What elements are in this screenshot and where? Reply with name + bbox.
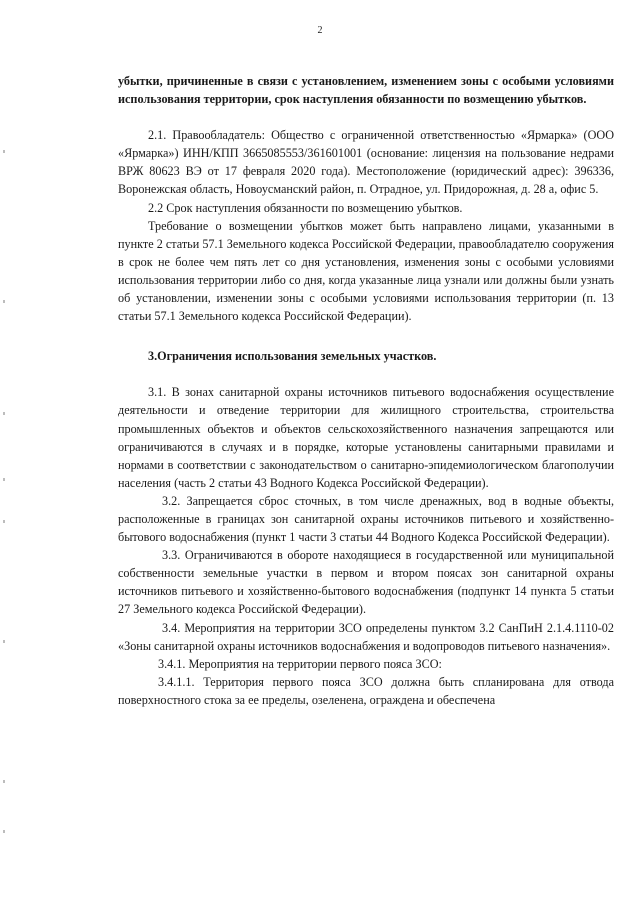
paragraph-3-3: 3.3. Ограничиваются в обороте находящиеся в государственной или муниципальной собственности земельные участки в первом и втором поясах зон санитарной охраны источников питьевого и хозяйственно-бытового водоснабжения (подпункт 14 пункта 5 статьи 27 Земельного кодекса Российской Федерации). xyxy=(118,548,614,617)
page-number: 2 xyxy=(317,25,323,36)
intro-bold-paragraph: убытки, причиненные в связи с установлением, изменением зоны с особыми условиями использования территории, срок наступления обязанности по возмещению убытков. xyxy=(118,74,614,107)
section-3-title: 3.Ограничения использования земельных участков. xyxy=(148,349,437,364)
paragraph-2-2: 2.2 Срок наступления обязанности по возмещению убытков. xyxy=(148,200,463,215)
paragraph-3-4: 3.4. Мероприятия на территории ЗСО определены пунктом 3.2 СанПиН 2.1.4.1110-02 «Зоны санитарной охраны источников водоснабжения и водопроводов питьевого назначения». xyxy=(118,620,614,653)
paragraph-requirement: Требование о возмещении убытков может быть направлено лицами, указанными в пункте 2 статьи 57.1 Земельного кодекса Российской Федерации, правообладателю сооружения в срок не более чем пять лет со дня установления, изменения зоны с особыми условиями использования территории либо со дня, когда указанные лица узнали или должны были узнать об установлении, изменении зоны с особыми условиями использования территории (п. 13 статьи 57.1 Земельного кодекса Российской Федерации). xyxy=(118,218,614,324)
paragraph-3-1: 3.1. В зонах санитарной охраны источников питьевого водоснабжения осуществление деятельности и отведение территории для жилищного строительства, строительства промышленных объектов и объектов сельскохозяйственного назначения запрещаются или ограничиваются в случаях и в порядке, которые установлены санитарными правилами и нормами в соответствии с законодательством о санитарно-эпидемиологическом благополучии населения (часть 2 статьи 43 Водного Кодекса Российской Федерации). xyxy=(118,385,614,490)
scan-edge-marks xyxy=(0,0,20,905)
paragraph-3-4-1-1: 3.4.1.1. Территория первого пояса ЗСО должна быть спланирована для отвода поверхностного стока за ее пределы, озеленена, ограждена и обеспечена xyxy=(118,674,614,707)
paragraph-3-2: 3.2. Запрещается сброс сточных, в том числе дренажных, вод в водные объекты, расположенные в границах зон санитарной охраны источников питьевого и хозяйственно-бытового водоснабжения (пункт 1 части 3 статьи 44 Водного Кодекса Российской Федерации). xyxy=(118,493,614,545)
paragraph-2-1: 2.1. Правообладатель: Общество с ограниченной ответственностью «Ярмарка» (ООО «Ярмарка») ИНН/КПП 3665085553/361601001 (основание: лицензия на пользование недрами ВРЖ 80623 ВЭ от 17 февраля 2020 года). Местоположение (юридический адрес): 396336, Воронежская область, Новоусманский район, п. Отрадное, ул. Придорожная, д. 28 а, офис 5. xyxy=(118,128,614,197)
document-body xyxy=(118,72,614,709)
paragraph-3-4-1: 3.4.1. Мероприятия на территории первого пояса ЗСО: xyxy=(158,656,442,671)
